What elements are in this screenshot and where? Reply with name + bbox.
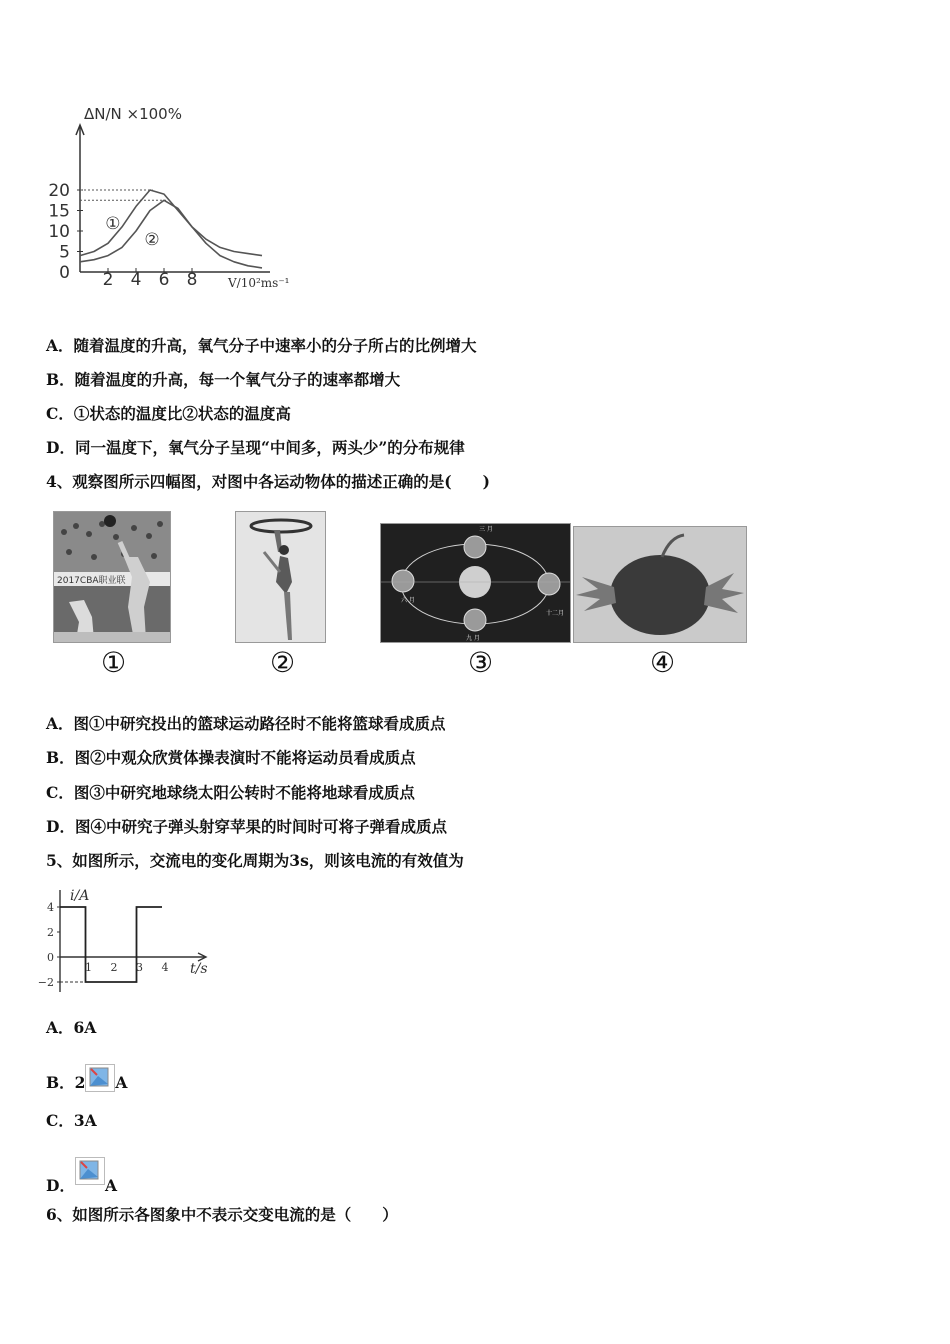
speed-distribution-chart [50, 95, 310, 300]
x-tick-label: 1 [85, 961, 92, 974]
broken-image-icon [85, 1064, 115, 1092]
basketball-photo [53, 511, 171, 643]
y-tick-label: 2 [47, 926, 54, 939]
q5-option-d[interactable] [46, 1157, 117, 1196]
y-axis-label: i/A [70, 888, 90, 904]
q4-option-b[interactable]: B．图②中观众欣赏体操表演时不能将运动员看成质点 [46, 748, 416, 767]
y-tick-label: 0 [59, 263, 70, 283]
x-tick-label: 4 [161, 961, 169, 974]
q4-stem: 4、观察图所示四幅图，对图中各运动物体的描述正确的是( ) [46, 472, 490, 491]
orbit-label-march: 三 月 [479, 526, 493, 533]
x-tick-label: 2 [110, 961, 118, 974]
y-tick-label: 0 [47, 951, 54, 964]
earth-orbit-svg [381, 524, 570, 642]
q5-stem: 5、如图所示，交流电的变化周期为3s，则该电流的有效值为 [46, 851, 464, 870]
q3-option-b[interactable]: B．随着温度的升高，每一个氧气分子的速率都增大 [46, 370, 401, 389]
y-tick-label: 10 [48, 222, 70, 242]
q5-option-d-suffix: A [104, 1176, 117, 1195]
q4-option-d[interactable]: D．图④中研究子弹头射穿苹果的时间时可将子弹看成质点 [46, 817, 447, 836]
q4-option-c[interactable]: C．图③中研究地球绕太阳公转时不能将地球看成质点 [46, 783, 415, 802]
figure-label-4: ④ [650, 646, 676, 679]
series-label-2: ② [144, 229, 160, 250]
q3-option-a[interactable]: A．随着温度的升高，氧气分子中速率小的分子所占的比例增大 [46, 336, 477, 355]
current-waveform-svg [37, 880, 220, 1000]
x-axis-label: V/10²ms⁻¹ [228, 276, 290, 290]
q5-option-a[interactable]: A．6A [46, 1018, 97, 1037]
y-tick-label: 15 [48, 201, 70, 222]
x-axis-label: t/s [190, 961, 208, 977]
figure-label-3: ③ [468, 646, 494, 679]
current-waveform-chart [37, 880, 220, 1000]
y-axis-label: ΔN/N ×100% [84, 105, 182, 123]
photo1-banner-text: 2017CBA职业联 [57, 576, 126, 586]
orbit-label-december: 十二月 [546, 610, 565, 617]
orbit-label-september: 九 月 [466, 635, 480, 642]
speed-distribution-svg [50, 95, 310, 300]
q5-option-b[interactable] [46, 1064, 127, 1093]
q4-option-a[interactable]: A．图①中研究投出的篮球运动路径时不能将篮球看成质点 [46, 714, 446, 733]
q5-option-b-suffix: A [115, 1073, 128, 1092]
q3-option-c[interactable]: C．①状态的温度比②状态的温度高 [46, 404, 291, 423]
y-tick-label: 4 [47, 901, 54, 914]
apple-bullet-photo [573, 526, 747, 643]
q5-option-b-prefix: B．2 [46, 1073, 86, 1092]
series-curve-2 [80, 200, 262, 268]
q5-option-d-prefix: D． [46, 1176, 75, 1195]
series-label-1: ① [105, 213, 121, 234]
gymnast-photo-svg [236, 512, 325, 642]
x-tick-label: 4 [130, 270, 142, 290]
earth-orbit-photo [380, 523, 571, 643]
x-tick-label: 6 [158, 270, 170, 290]
q3-option-d[interactable]: D．同一温度下，氧气分子呈现“中间多，两头少”的分布规律 [46, 438, 465, 457]
gymnast-photo [235, 511, 326, 643]
apple-shape [610, 555, 710, 635]
q5-option-c[interactable]: C．3A [46, 1111, 97, 1130]
figure-label-2: ② [270, 646, 296, 679]
y-tick-label: 20 [48, 181, 70, 201]
figure-label-1: ① [101, 646, 127, 679]
orbit-label-june: 六 月 [401, 597, 415, 604]
broken-image-icon [75, 1157, 105, 1185]
x-tick-label: 2 [102, 270, 114, 290]
apple-bullet-svg [574, 527, 746, 642]
x-tick-label: 8 [186, 270, 198, 290]
basketball-shape [104, 515, 116, 527]
y-tick-label: 5 [59, 242, 70, 263]
x-tick-label: 3 [136, 961, 143, 974]
y-tick-label: −2 [37, 976, 54, 989]
basketball-photo-svg [54, 512, 170, 642]
q6-stem: 6、如图所示各图象中不表示交变电流的是（ ） [46, 1205, 398, 1224]
